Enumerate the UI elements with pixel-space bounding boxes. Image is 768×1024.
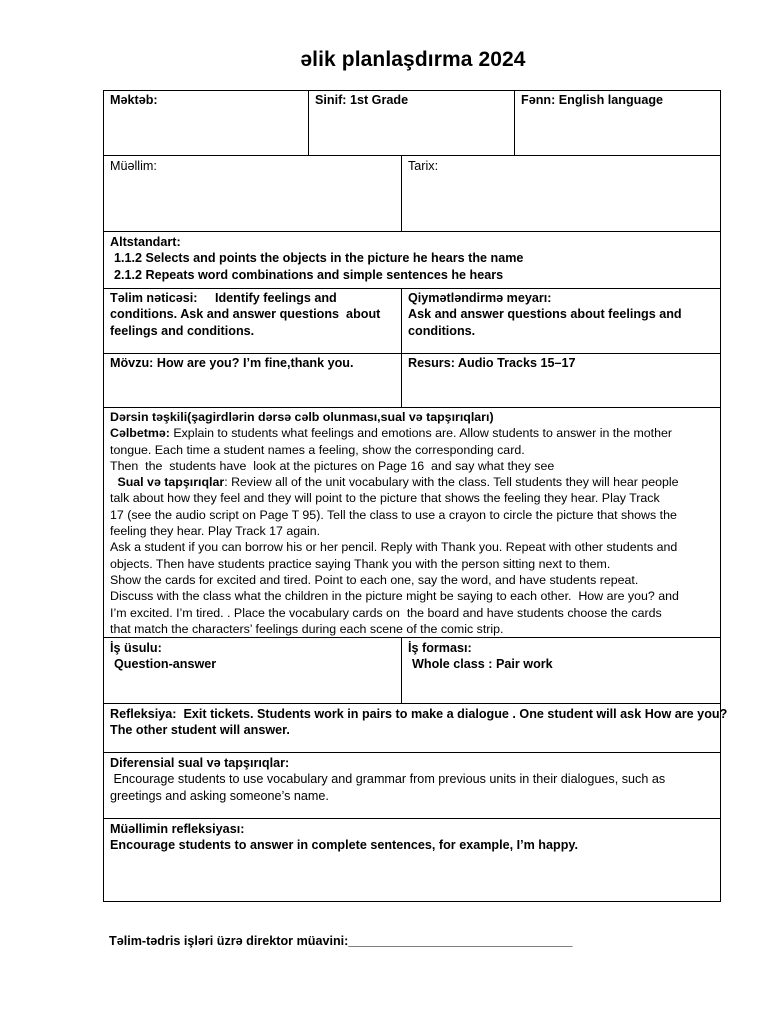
column-divider [514,90,515,155]
column-divider [401,637,402,703]
column-divider [308,90,309,155]
substandard-item: 1.1.2 Selects and points the objects in the picture he hears the name [114,251,524,266]
lesson-organization-heading: Dərsin təşkili(şagirdlərin dərsə cəlb olunması,sual və tapşırıqları) [110,410,494,424]
deputy-director-signature-line: Təlim-tədris işləri üzrə direktor müavini:________________________________ [109,934,573,948]
assessment-line: conditions. [408,323,476,338]
lesson-topic: Mövzu: How are you? I’m fine,thank you. [110,356,354,370]
class-label: Sinif: 1st Grade [315,93,409,107]
learning-outcome-line: Təlim nəticəsi: Identify feelings and [110,291,337,305]
lesson-line: Explain to students what feelings and emotions are. Allow students to answer in the mother [169,426,673,441]
work-method-label: İş üsulu: [110,641,162,655]
assessment-label: Qiymətləndirmə meyarı: [408,291,552,305]
substandard-section [105,232,719,285]
lesson-line: Ask a student if you can borrow his or her pencil. Reply with Thank you. Repeat with other students and [110,540,678,555]
lesson-line: 17 (see the audio script on Page T 95). Tell the class to use a crayon to circle the picture that shows the [110,507,677,522]
lesson-line: tongue. Each time a student names a feeling, show the corresponding card. [110,442,525,457]
lesson-line: I’m excited. I’m tired. . Place the vocabulary cards on the board and have students choose the cards [110,605,662,620]
reflection-line: The other student will answer. [110,723,290,738]
column-divider [401,155,402,231]
work-method [105,638,401,675]
lesson-line: Discuss with the class what the children in the picture might be saying to each other. How are you? and [110,589,679,604]
engagement-label: Cəlbetmə: [110,426,170,441]
page-title: əlik planlaşdırma 2024 [300,48,526,71]
teacher-reflection-label: Müəllimin refleksiyası: [110,822,245,836]
assessment-line: Ask and answer questions about feelings and [408,307,682,322]
work-form [403,638,719,675]
lesson-line: objects. Then have students practice saying Thank you with the person sitting next to them. [110,556,611,571]
work-method-value: Question-answer [114,657,217,672]
lesson-line: : Review all of the unit vocabulary with the class. Tell students they will hear people [224,475,679,490]
lesson-line: Then the students have look at the pictures on Page 16 and say what they see [110,458,555,473]
learning-outcome-line: feelings and conditions. [110,323,255,338]
learning-outcome [105,288,401,341]
learning-outcome-line: conditions. Ask and answer questions about [110,307,381,322]
lesson-line: feeling they hear. Play Track 17 again. [110,524,321,539]
differential-section [105,753,719,806]
differential-line: Encourage students to use vocabulary and grammar from previous units in their dialogues, such as [110,772,666,787]
column-divider [401,288,402,407]
work-form-label: İş forması: [408,641,472,655]
lesson-line: talk about how they feel and they will point to the picture that shows the feeling they hear. Play Track [110,491,660,506]
subject-label: Fənn: English language [521,93,664,107]
reflection-line: Refleksiya: Exit tickets. Students work in pairs to make a dialogue . One student will ask How are you? [110,707,728,721]
differential-label: Diferensial sual və tapşırıqlar: [110,756,290,770]
lesson-line: Show the cards for excited and tired. Point to each one, say the word, and have students repeat. [110,572,639,587]
lesson-organization [105,407,719,639]
lesson-line: that match the characters’ feelings during each scene of the comic strip. [110,621,504,636]
tasks-label: Sual və tapşırıqlar [117,475,225,490]
lesson-resources: Resurs: Audio Tracks 15–17 [408,356,576,370]
differential-line: greetings and asking someone’s name. [110,788,329,803]
teacher-label: Müəllim: [110,159,157,173]
substandard-label: Altstandart: [110,235,181,249]
assessment-criteria [403,288,719,341]
teacher-reflection-value: Encourage students to answer in complete sentences, for example, I’m happy. [110,838,578,853]
work-form-value: Whole class : Pair work [412,657,553,672]
school-label: Məktəb: [110,93,158,107]
substandard-item: 2.1.2 Repeats word combinations and simple sentences he hears [114,267,504,282]
date-label: Tarix: [408,159,439,173]
reflection-section [105,704,728,741]
teacher-reflection-section [105,819,719,856]
